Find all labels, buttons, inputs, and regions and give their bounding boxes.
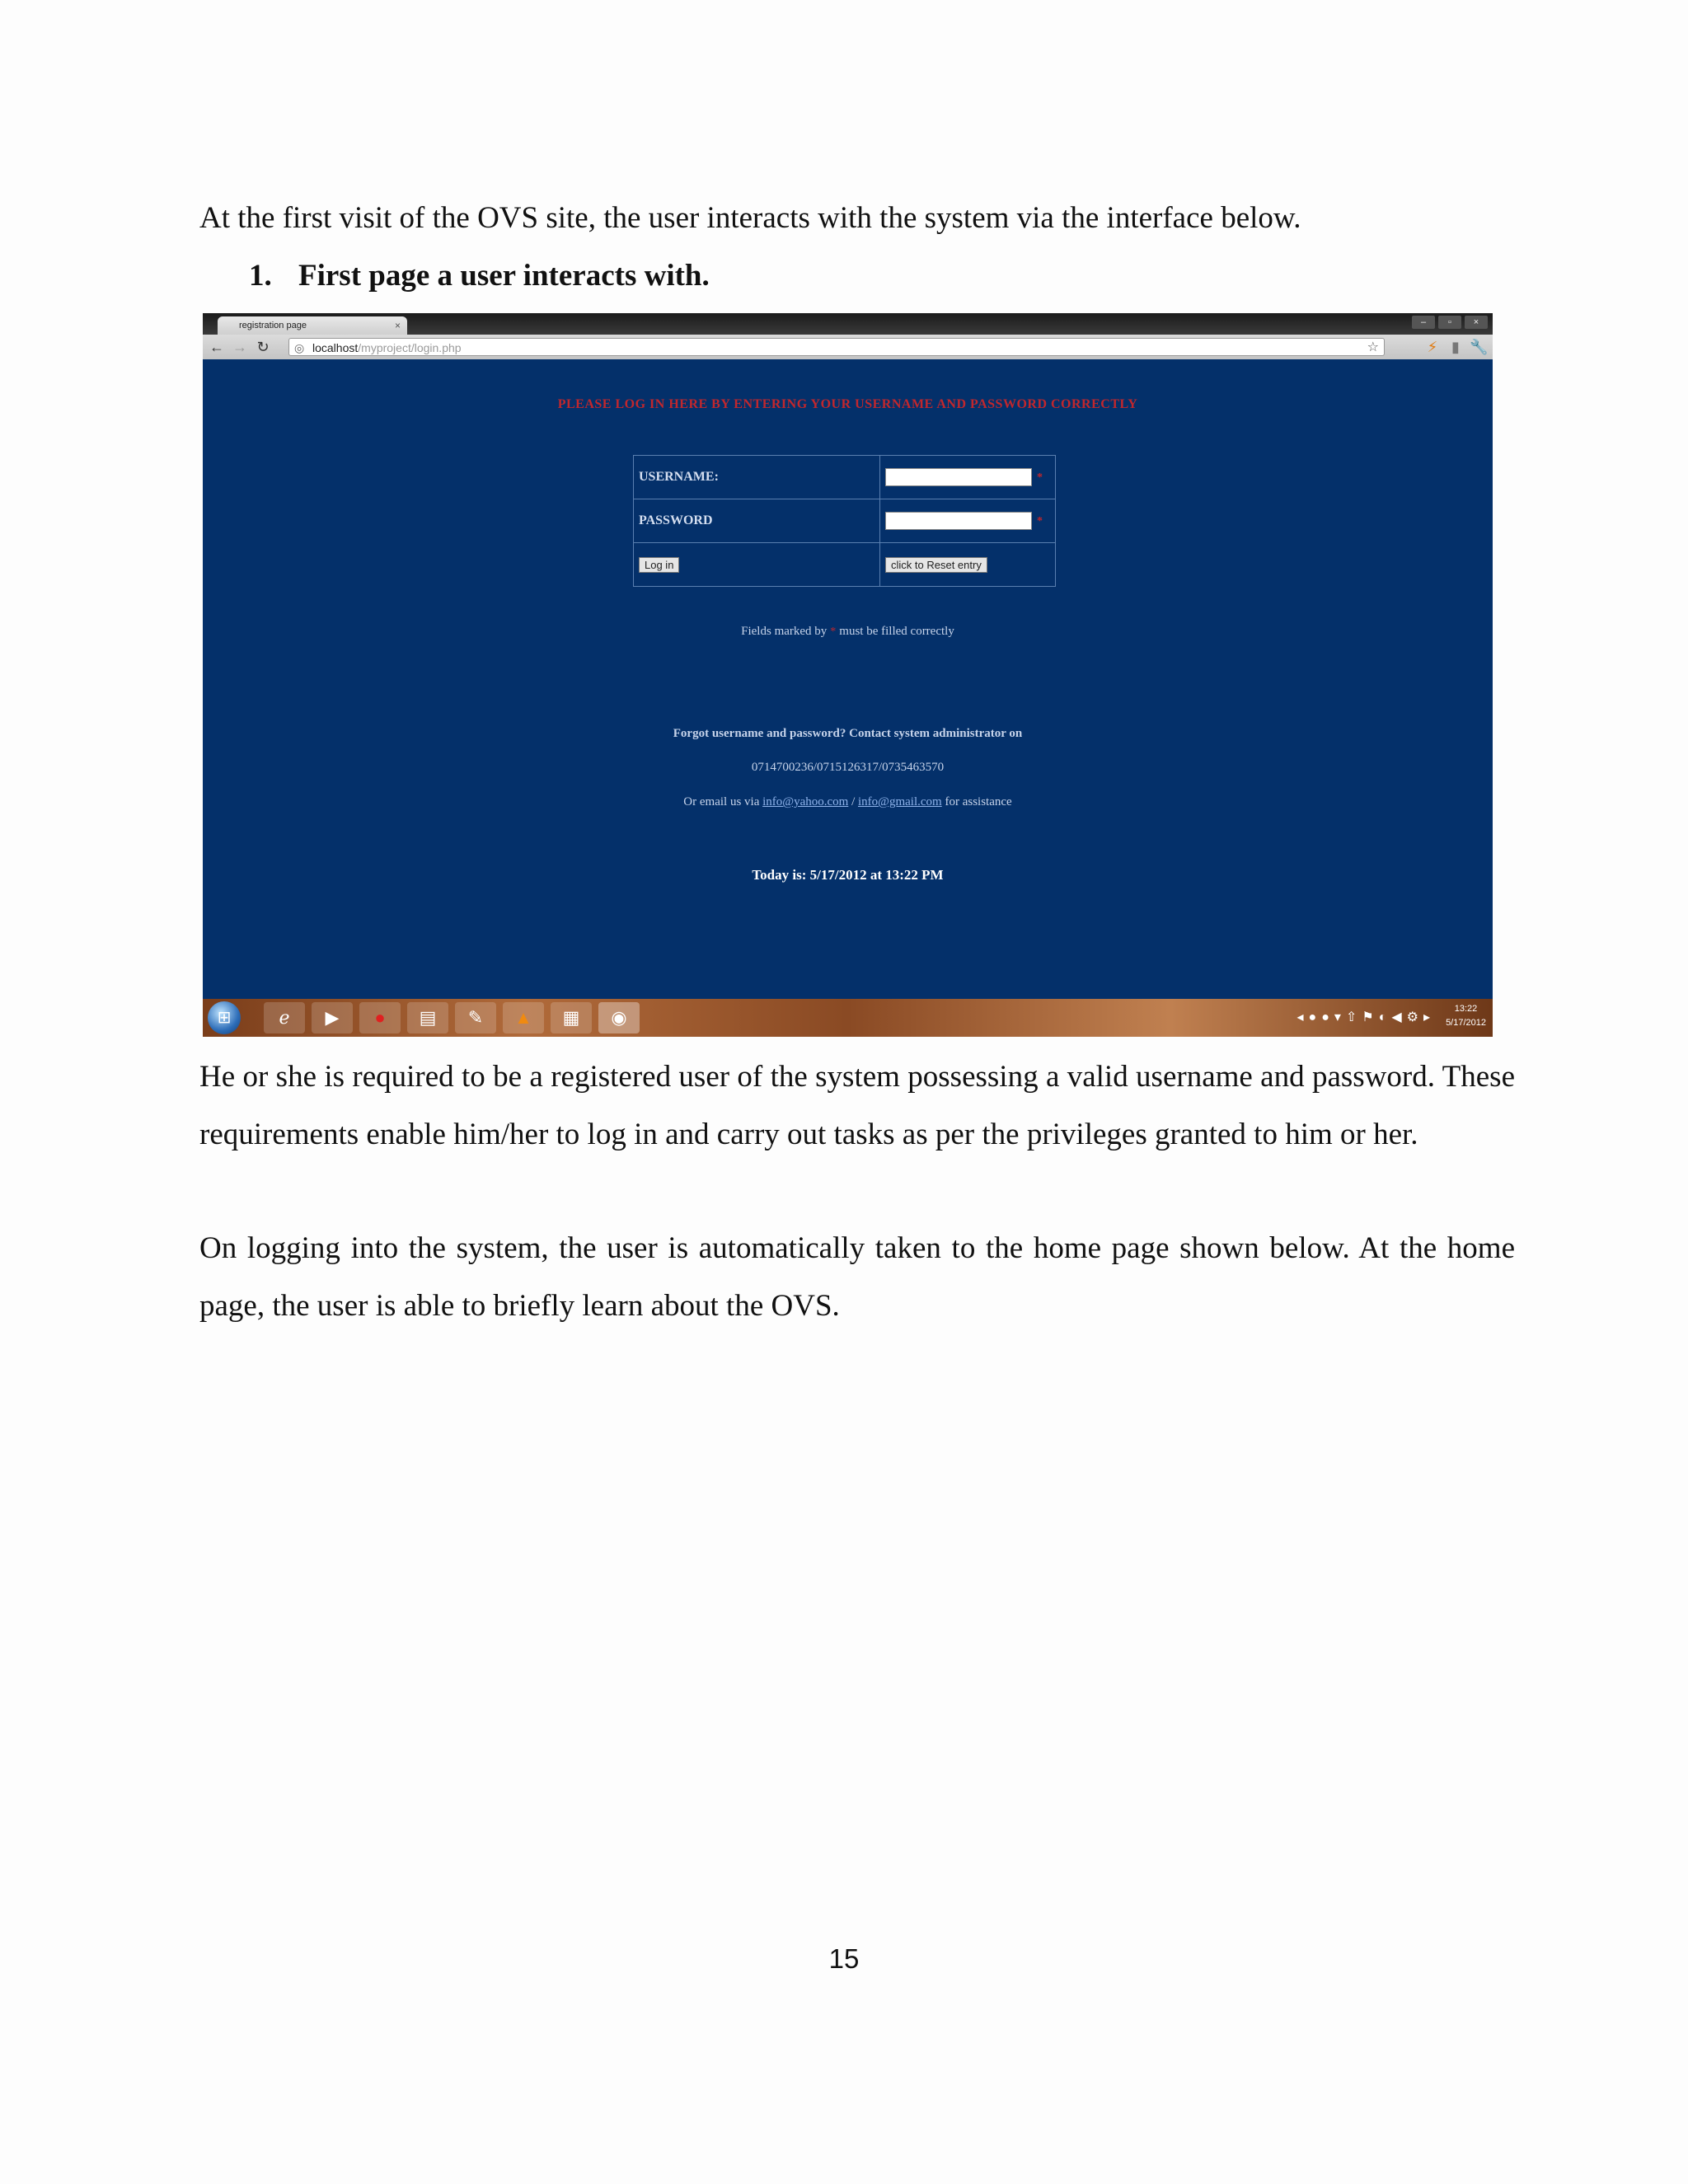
login-title: PLEASE LOG IN HERE BY ENTERING YOUR USERNAME AND PASSWORD CORRECTLY	[557, 397, 1138, 411]
password-label: PASSWORD	[634, 499, 880, 543]
browser-tab[interactable]	[218, 316, 407, 335]
page-number: 15	[828, 1943, 860, 1974]
back-arrow-icon[interactable]: ←	[209, 339, 224, 355]
username-row	[634, 456, 1056, 499]
buttons-row	[634, 543, 1056, 587]
password-row	[634, 499, 1056, 543]
forgot-credentials-text: Forgot username and password? Contact system administrator on	[673, 727, 1023, 740]
fields-note-text-end: must be filled correctly	[839, 625, 954, 638]
chrome-icon[interactable]: ◉	[598, 1002, 640, 1033]
fields-note	[203, 625, 1493, 639]
email-contact-line	[203, 795, 1493, 809]
paragraph-home-page: On logging into the system, the user is automatically taken to the home page shown below. At the home page, the user is able to briefly learn about the OVS.	[199, 1231, 1515, 1323]
page-icon: ◎	[294, 341, 305, 354]
opera-icon[interactable]: ●	[359, 1002, 401, 1033]
window-controls	[1412, 316, 1488, 329]
close-window-icon[interactable]: ×	[1465, 316, 1488, 329]
contact-phones: 0714700236/0715126317/0735463570	[751, 761, 945, 774]
notepad-icon[interactable]: ▤	[407, 1002, 448, 1033]
media-player-icon[interactable]: ▶	[312, 1002, 353, 1033]
password-input[interactable]	[885, 512, 1032, 530]
email-intro: Or email us via	[683, 795, 760, 808]
email-link-gmail[interactable]: info@gmail.com	[858, 795, 942, 808]
email-link-yahoo[interactable]: info@yahoo.com	[762, 795, 849, 808]
reset-button-cell	[880, 543, 1056, 587]
paragraph-registered-user: He or she is required to be a registered user of the system possessing a valid username and password. These requirements enable him/her to log in and carry out tasks as per the privileges granted to him or her.	[199, 1060, 1515, 1151]
fields-note-text: Fields marked by	[741, 625, 828, 638]
email-separator: /	[851, 795, 856, 808]
clock-date: 5/17/2012	[1446, 1018, 1486, 1028]
address-bar[interactable]	[288, 338, 1385, 356]
maximize-icon[interactable]: ▫	[1438, 316, 1461, 329]
username-cell	[880, 456, 1056, 499]
today-date: Today is: 5/17/2012 at 13:22 PM	[752, 867, 944, 883]
internet-explorer-icon[interactable]: ℯ	[264, 1002, 305, 1033]
url-path: /myproject/login.php	[358, 341, 462, 354]
login-page-screenshot	[203, 313, 1493, 1037]
login-button-cell	[634, 543, 880, 587]
username-label: USERNAME:	[634, 456, 880, 499]
taskbar-clock[interactable]	[1446, 1002, 1486, 1030]
tab-title: registration page	[239, 321, 307, 330]
heading-number: 1.	[249, 259, 272, 293]
word-icon[interactable]: ▦	[551, 1002, 592, 1033]
required-mark: *	[1037, 471, 1043, 484]
email-outro: for assistance	[945, 795, 1012, 808]
windows-start-icon[interactable]: ⊞	[208, 1001, 241, 1034]
paint-icon[interactable]: ✎	[455, 1002, 496, 1033]
required-mark: *	[1037, 514, 1043, 527]
forward-arrow-icon[interactable]: →	[232, 339, 247, 355]
minimize-icon[interactable]: –	[1412, 316, 1435, 329]
system-tray: ◂●●▾⇧⚑◐◀⚙▸	[1296, 1010, 1435, 1024]
browser-toolbar	[203, 335, 1493, 359]
wrench-icon[interactable]: 🔧	[1470, 339, 1489, 355]
signal-icon[interactable]: ▮	[1451, 339, 1460, 355]
clock-time: 13:22	[1454, 1004, 1478, 1014]
browser-tabstrip	[203, 313, 1493, 335]
url-host: localhost	[312, 341, 359, 354]
password-cell	[880, 499, 1056, 543]
vlc-icon[interactable]: ▲	[503, 1002, 544, 1033]
section-heading	[249, 247, 710, 305]
tab-close-icon[interactable]: ×	[394, 320, 401, 331]
required-mark: *	[830, 626, 837, 638]
reset-button[interactable]: click to Reset entry	[885, 557, 987, 573]
login-form	[633, 455, 1056, 587]
username-input[interactable]	[885, 468, 1032, 486]
reload-icon[interactable]: ↻	[256, 339, 270, 355]
windows-taskbar	[203, 999, 1493, 1037]
intro-paragraph: At the first visit of the OVS site, the user interacts with the system via the interface below.	[199, 201, 1301, 235]
extension-icon[interactable]: ⚡	[1427, 339, 1438, 355]
bookmark-star-icon[interactable]: ☆	[1367, 340, 1379, 354]
login-button[interactable]: Log in	[639, 557, 679, 573]
heading-text: First page a user interacts with.	[298, 259, 710, 293]
